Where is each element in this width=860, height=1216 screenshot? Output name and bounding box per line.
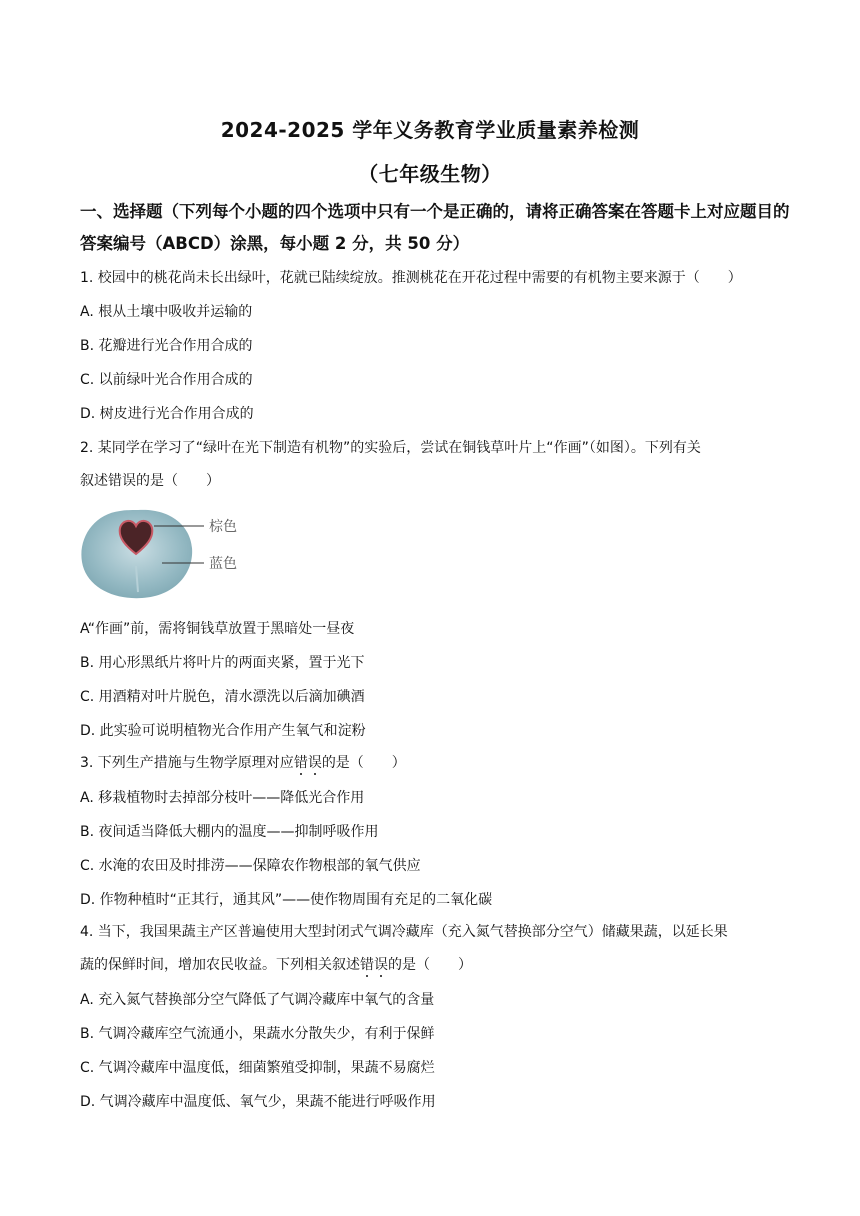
question-3-option-a: A. 移栽植物时去掉部分枝叶——降低光合作用: [80, 790, 365, 806]
question-4-option-c: C. 气调冷藏库中温度低，细菌繁殖受抑制，果蔬不易腐烂: [80, 1060, 435, 1076]
emphasis-char: 错: [293, 755, 308, 771]
exam-title: 2024-2025 学年义务教育学业质量素养检测: [220, 118, 640, 142]
question-4-option-b: B. 气调冷藏库空气流通小，果蔬水分散失少，有利于保鲜: [80, 1026, 435, 1042]
question-4-stem-line1: 4. 当下，我国果蔬主产区普遍使用大型封闭式气调冷藏库（充入氮气替换部分空气）储藏果蔬，以延长果: [80, 924, 728, 940]
question-2-option-c: C. 用酒精对叶片脱色，清水漂洗以后滴加碘酒: [80, 689, 365, 705]
emphasis-char: 错: [360, 957, 374, 973]
question-1-stem: 1. 校园中的桃花尚未长出绿叶，花就已陆续绽放。推测桃花在开花过程中需要的有机物主要来源于（ ）: [80, 270, 742, 286]
question-2-stem-line2: 叙述错误的是（ ）: [80, 473, 220, 489]
question-1-option-c: C. 以前绿叶光合作用合成的: [80, 372, 253, 388]
emphasis-char: 误: [307, 755, 322, 771]
question-3-option-b: B. 夜间适当降低大棚内的温度——抑制呼吸作用: [80, 824, 379, 840]
leaf-heart-figure: [80, 506, 250, 602]
question-3-emphasis: [294, 755, 322, 771]
question-1-option-d: D. 树皮进行光合作用合成的: [80, 406, 254, 422]
question-2-option-b: B. 用心形黑纸片将叶片的两面夹紧，置于光下: [80, 655, 365, 671]
emphasis-char: 误: [374, 957, 388, 973]
question-2-stem-line1: 2. 某同学在学习了“绿叶在光下制造有机物”的实验后，尝试在铜钱草叶片上“作画”（如图）。下列有关: [80, 440, 701, 456]
question-3-stem-post: 的是（ ）: [321, 755, 406, 771]
question-4-stem-post: 的是（ ）: [388, 957, 472, 973]
label-brown: 棕色: [209, 519, 237, 535]
question-3-option-d: D. 作物种植时“正其行，通其风”——使作物周围有充足的二氧化碳: [80, 892, 493, 908]
question-1-option-a: A. 根从土壤中吸收并运输的: [80, 304, 253, 320]
question-3-stem: [80, 753, 790, 773]
question-1-option-b: B. 花瓣进行光合作用合成的: [80, 338, 253, 354]
question-4-stem-pre: 蔬的保鲜时间，增加农民收益。下列相关叙述: [80, 957, 360, 973]
question-4-emphasis: [360, 957, 388, 973]
question-2-option-d: D. 此实验可说明植物光合作用产生氧气和淀粉: [80, 723, 366, 739]
question-4-option-d: D. 气调冷藏库中温度低、氧气少，果蔬不能进行呼吸作用: [80, 1094, 436, 1110]
section-heading: 一、选择题（下列每个小题的四个选项中只有一个是正确的，请将正确答案在答题卡上对应题目的答案编号（ABCD）涂黑，每小题 2 分，共 50 分）: [80, 202, 790, 253]
exam-subtitle: （七年级生物）: [358, 162, 502, 186]
question-2-option-a: A“作画”前，需将铜钱草放置于黑暗处一昼夜: [80, 621, 355, 637]
question-4-stem-line2: [80, 955, 790, 975]
question-3-stem-pre: 3. 下列生产措施与生物学原理对应: [80, 755, 294, 771]
label-blue: 蓝色: [209, 556, 237, 572]
question-4-option-a: A. 充入氮气替换部分空气降低了气调冷藏库中氧气的含量: [80, 992, 435, 1008]
question-3-option-c: C. 水淹的农田及时排涝——保障农作物根部的氧气供应: [80, 858, 421, 874]
